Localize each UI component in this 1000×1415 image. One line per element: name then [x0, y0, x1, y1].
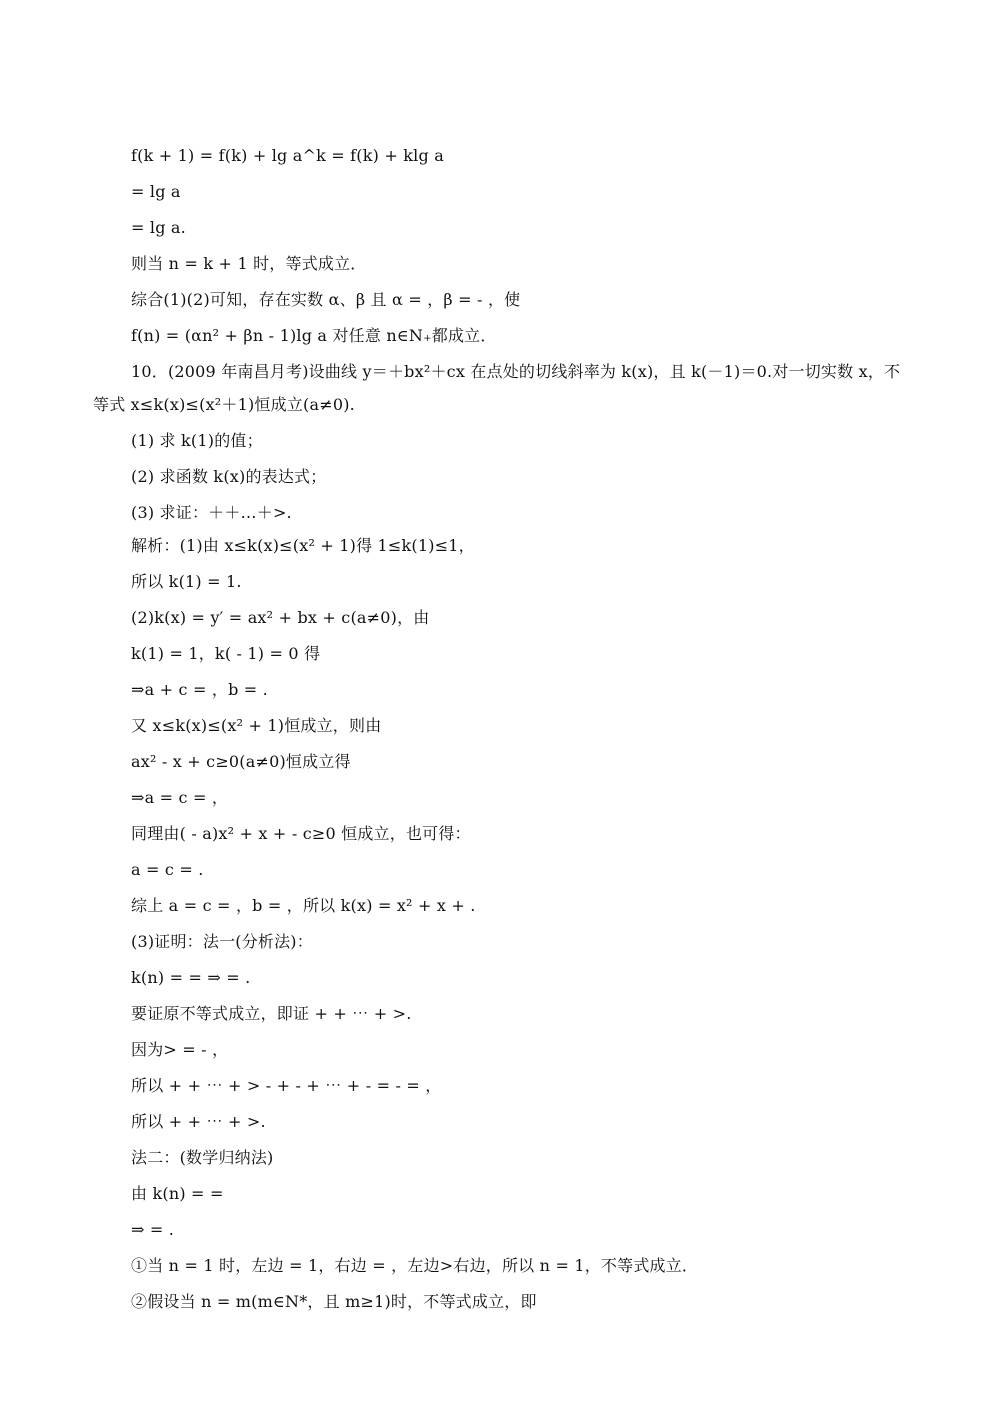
solution-line-5: ⇒a + c = ，b = .: [131, 680, 268, 699]
question-1: (1) 求 k(1)的值；: [131, 431, 263, 450]
solution-line-8: ⇒a = c = ，: [131, 788, 229, 807]
problem-10-line-2: 等式 x≤k(x)≤(x²＋1)恒成立(a≠0).: [93, 395, 355, 414]
question-2: (2) 求函数 k(x)的表达式；: [131, 467, 327, 486]
method-two-line-3: ①当 n = 1 时，左边 = 1，右边 = ，左边>右边，所以 n = 1，不等式成立．: [131, 1256, 699, 1275]
method-two-title: 法二：(数学归纳法): [131, 1148, 274, 1167]
method-two-line-4: ②假设当 n = m(m∈N*，且 m≥1)时，不等式成立，即: [131, 1292, 537, 1311]
solution-line-11: 综上 a = c = ，b = ，所以 k(x) = x² + x + .: [131, 896, 476, 915]
text-line-6: f(n) = (αn² + βn - 1)lg a 对任意 n∈N₊都成立．: [131, 326, 497, 345]
solution-line-9: 同理由( - a)x² + x + - c≥0 恒成立，也可得：: [131, 824, 471, 843]
solution-line-1: 解析：(1)由 x≤k(x)≤(x² + 1)得 1≤k(1)≤1，: [131, 536, 475, 555]
text-line-3: = lg a.: [131, 218, 186, 237]
proof-line-4: 因为> = - ，: [131, 1040, 229, 1059]
proof-line-2: k(n) = = ⇒ = .: [131, 968, 251, 987]
proof-line-1: (3)证明：法一(分析法)：: [131, 932, 313, 951]
text-line-1: f(k + 1) = f(k) + lg a^k = f(k) + klg a: [131, 146, 444, 165]
solution-line-3: (2)k(x) = y′ = ax² + bx + c(a≠0)，由: [131, 608, 430, 627]
text-line-4: 则当 n = k + 1 时，等式成立．: [131, 254, 367, 273]
proof-line-5: 所以 + + ⋯ + > - + - + ⋯ + - = - = ，: [131, 1076, 442, 1095]
method-two-line-1: 由 k(n) = =: [131, 1184, 224, 1203]
proof-line-6: 所以 + + ⋯ + >.: [131, 1112, 266, 1131]
solution-line-7: ax² - x + c≥0(a≠0)恒成立得: [131, 752, 351, 771]
proof-line-3: 要证原不等式成立，即证 + + ⋯ + >.: [131, 1004, 412, 1023]
solution-line-4: k(1) = 1，k( - 1) = 0 得: [131, 644, 321, 663]
text-line-2: = lg a: [131, 182, 181, 201]
solution-line-2: 所以 k(1) = 1.: [131, 572, 242, 591]
method-two-line-2: ⇒ = .: [131, 1220, 175, 1239]
problem-10-line-1: 10．(2009 年南昌月考)设曲线 y＝＋bx²＋cx 在点处的切线斜率为 k(x)，且 k(－1)＝0.对一切实数 x，不: [131, 362, 901, 381]
text-line-5: 综合(1)(2)可知，存在实数 α、β 且 α = ，β = - ，使: [131, 290, 521, 309]
solution-line-10: a = c = .: [131, 860, 204, 879]
solution-line-6: 又 x≤k(x)≤(x² + 1)恒成立，则由: [131, 716, 382, 735]
question-3: (3) 求证：＋＋…＋>.: [131, 503, 292, 522]
